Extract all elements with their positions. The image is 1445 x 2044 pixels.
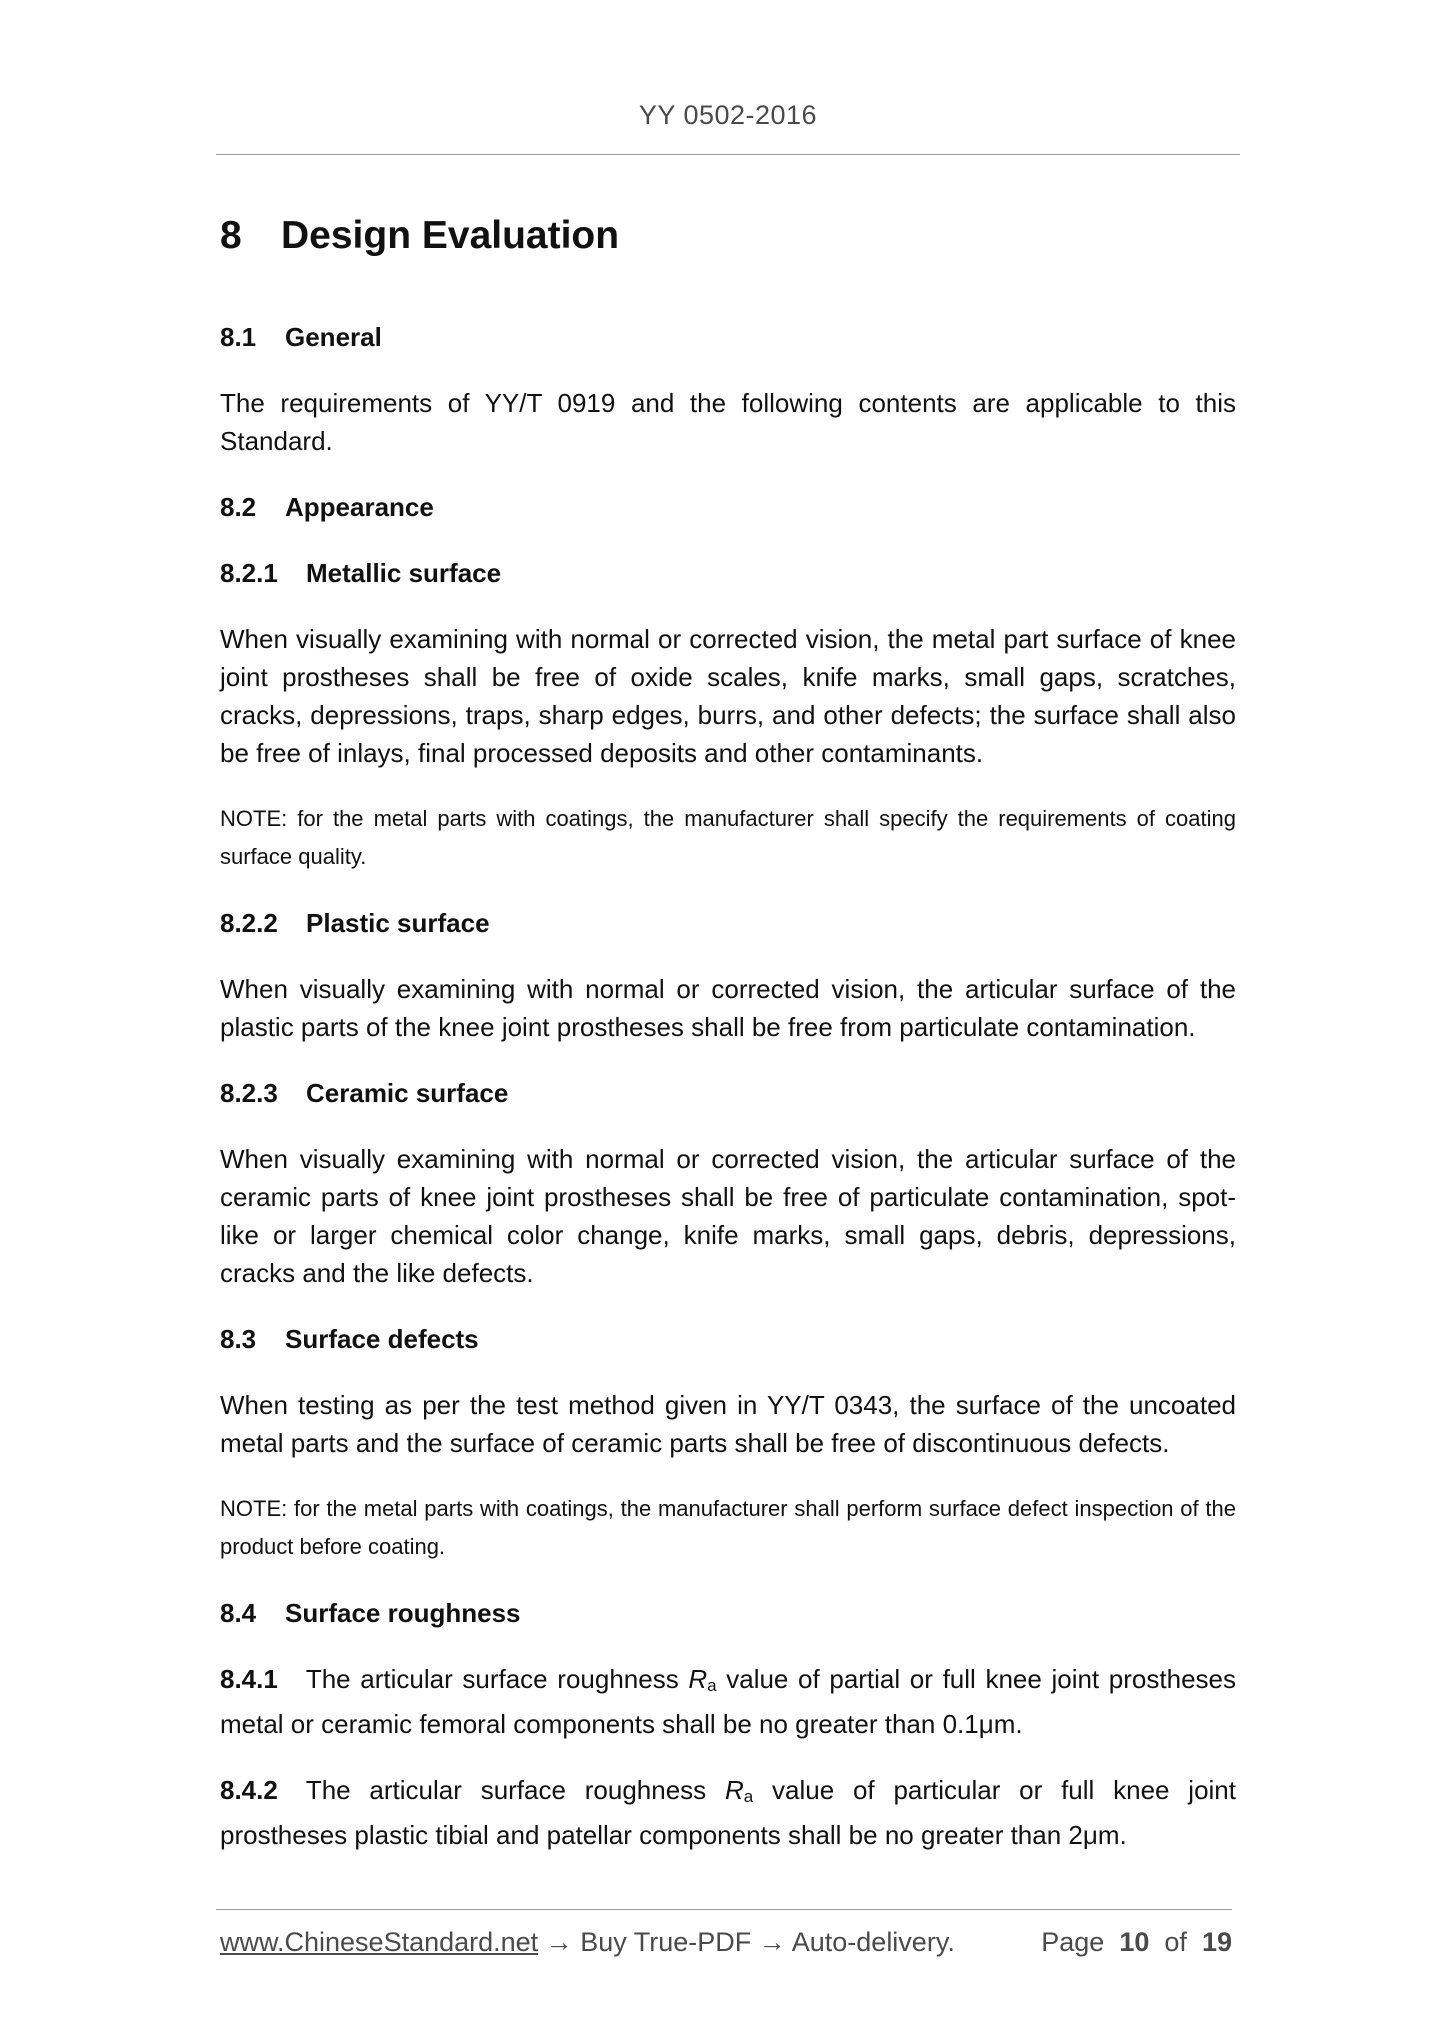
- header-divider: [216, 154, 1240, 155]
- heading-title: Ceramic surface: [306, 1078, 509, 1108]
- footer-divider: [216, 1909, 1232, 1910]
- footer-promo: [220, 1927, 955, 1958]
- heading-title: Plastic surface: [306, 908, 490, 938]
- clause-number: 8.4.2: [220, 1775, 278, 1805]
- heading-8-2-2: [220, 904, 1236, 942]
- heading-number: 8.2.1: [220, 558, 278, 588]
- heading-number: 8.1: [220, 322, 257, 352]
- roughness-symbol: R: [688, 1664, 708, 1694]
- clause-text-before: The articular surface roughness: [305, 1775, 725, 1805]
- heading-title: Metallic surface: [306, 558, 502, 588]
- heading-title: Appearance: [285, 492, 434, 522]
- section-title: Design Evaluation: [281, 214, 620, 257]
- clause-number: 8.4.1: [220, 1664, 278, 1694]
- paragraph-8-3: When testing as per the test method given in YY/T 0343, the surface of the uncoated metal parts and the surface of ceramic parts shall be free of discontinuous defects.: [220, 1390, 1236, 1458]
- heading-number: 8.2.2: [220, 908, 278, 938]
- page-content: [220, 208, 1236, 1882]
- heading-title: General: [285, 322, 382, 352]
- paragraph-8-2-1: When visually examining with normal or corrected vision, the metal part surface of knee joint prostheses shall be free of oxide scales, knife marks, small gaps, scratches, cracks, depressions, traps, sharp edges, burrs, and other defects; the surface shall also be free of inlays, final processed deposits and other contaminants.: [220, 624, 1236, 768]
- note-8-3: NOTE: for the metal parts with coatings, the manufacturer shall perform surface defect inspection of the product before coating.: [220, 1496, 1236, 1559]
- clause-text-after: value of partial or full knee joint prostheses metal or ceramic femoral components shall be no greater than 0.1μm.: [220, 1664, 1236, 1739]
- paragraph-8-2-2: When visually examining with normal or corrected vision, the articular surface of the plastic parts of the knee joint prostheses shall be free from particulate contamination.: [220, 974, 1236, 1042]
- page-indicator: [1041, 1927, 1232, 1958]
- section-heading: [220, 208, 1236, 264]
- heading-8-2: [220, 488, 1236, 526]
- heading-number: 8.2.3: [220, 1078, 278, 1108]
- heading-title: Surface defects: [285, 1324, 479, 1354]
- clause-text-after: value of particular or full knee joint prostheses plastic tibial and patellar components shall be no greater than 2μm.: [220, 1775, 1236, 1850]
- roughness-subscript: a: [707, 1676, 717, 1695]
- paragraph-8-1: The requirements of YY/T 0919 and the following contents are applicable to this Standard.: [220, 388, 1236, 456]
- total-pages: 19: [1201, 1927, 1232, 1957]
- heading-8-2-3: [220, 1074, 1236, 1112]
- clause-text-before: The articular surface roughness: [305, 1664, 689, 1694]
- paragraph-8-4-2: [220, 1771, 1236, 1854]
- heading-8-1: [220, 318, 1236, 356]
- page-label: Page: [1041, 1927, 1105, 1957]
- page-footer: [220, 1927, 1232, 1958]
- running-header: YY 0502-2016: [638, 100, 818, 130]
- footer-promo-text: → Buy True-PDF → Auto-delivery.: [538, 1927, 955, 1957]
- heading-8-4: [220, 1594, 1236, 1632]
- heading-number: 8.2: [220, 492, 257, 522]
- heading-title: Surface roughness: [285, 1598, 521, 1628]
- heading-number: 8.4: [220, 1598, 257, 1628]
- paragraph-8-2-3: When visually examining with normal or corrected vision, the articular surface of the ceramic parts of knee joint prostheses shall be free of particulate contamination, spot-like or larger chemical color change, knife marks, small gaps, debris, depressions, cracks and the like defects.: [220, 1144, 1236, 1288]
- heading-8-2-1: [220, 554, 1236, 592]
- of-label: of: [1164, 1927, 1187, 1957]
- heading-8-3: [220, 1320, 1236, 1358]
- note-8-2-1: NOTE: for the metal parts with coatings, the manufacturer shall specify the requirements of coating surface quality.: [220, 806, 1236, 869]
- page-number: 10: [1119, 1927, 1150, 1957]
- heading-number: 8.3: [220, 1324, 257, 1354]
- roughness-symbol: R: [724, 1775, 744, 1805]
- roughness-subscript: a: [743, 1787, 754, 1806]
- website-link[interactable]: www.ChineseStandard.net: [220, 1927, 539, 1957]
- section-number: 8: [220, 214, 242, 257]
- paragraph-8-4-1: [220, 1660, 1236, 1743]
